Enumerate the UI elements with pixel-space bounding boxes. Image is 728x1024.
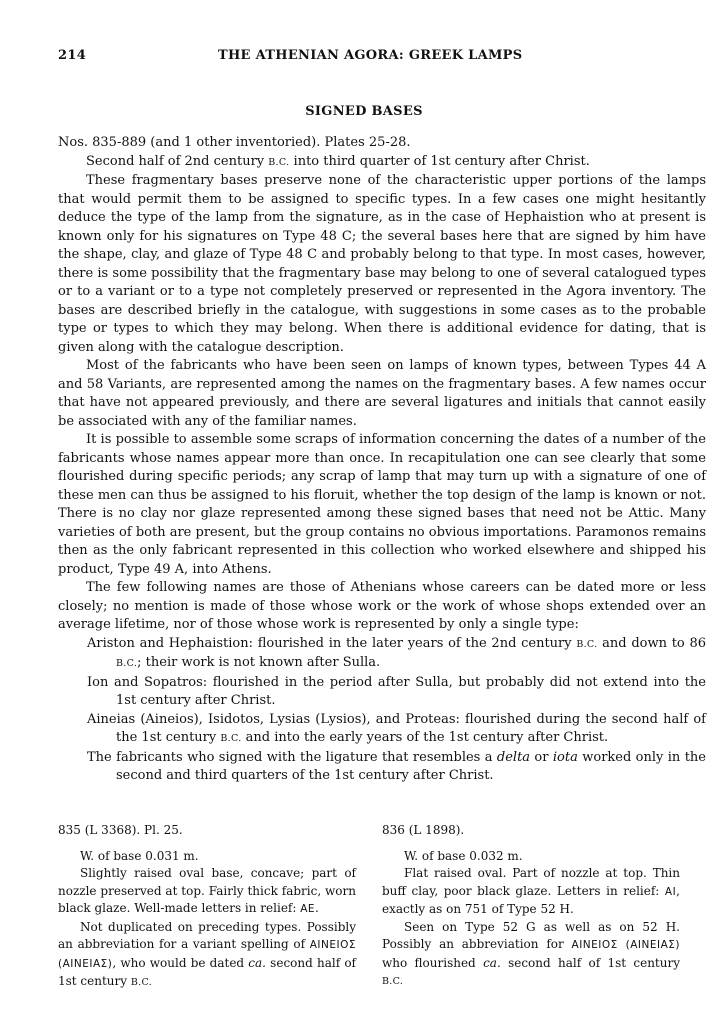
- paragraph: These fragmentary bases preserve none of the characteristic upper portions of the lamps that would permit them to be assigned to specific types. In a few cases one might hesitantly deduce the type of the lamp from the signature, as in the case of Hephaistion who at present is known only for his signatures on Type 48 C; the several bases here that are signed by him have the shape, clay, and glaze of Type 48 C and probably belong to that type. In most cases, however, there is some possibility that the fragmentary base may belong to one of several catalogued types or to a variant or to a type not completely preserved or represented in the Agora inventory. The bases are described briefly in the catalogue, with suggestions in some cases as to the probable type or types to which they may belong. When there is additional evidence for dating, that is given along with the catalogue description.: [58, 173, 706, 355]
- list-item: Ion and Sopatros: flourished in the period after Sulla, but probably did not extend into the 1st century after Christ.: [87, 674, 706, 708]
- paragraph: Most of the fabricants who have been seen on lamps of known types, between Types 44 A and 58 Variants, are represented among the names on the fragmentary bases. A few names occur that have not appeared previously, and there are several ligatures and initials that cannot easily be associated with any of the familiar names.: [58, 358, 706, 429]
- catalogue-entry: [382, 822, 680, 991]
- running-header: [58, 48, 700, 68]
- entry-heading: 835 (L 3368). Pl. 25.: [58, 823, 183, 837]
- catalogue-entry: [58, 822, 356, 992]
- running-title: THE ATHENIAN AGORA: GREEK LAMPS: [218, 48, 523, 63]
- page-number: 214: [58, 48, 87, 63]
- list-item: The fabricants who signed with the ligature that resembles a delta or iota worked only in the second and third quarters of the 1st century after Christ.: [87, 749, 706, 783]
- section-title: SIGNED BASES: [305, 104, 423, 119]
- entry-measure: W. of base 0.031 m.: [80, 848, 199, 863]
- paragraph: The few following names are those of Athenians whose careers can be dated more or less closely; no mention is made of those whose work or the work of whose shops extended over an average lifetime, nor of those whose work is represented by only a single type:: [58, 580, 706, 632]
- paragraph: It is possible to assemble some scraps of information concerning the dates of a number of the fabricants whose names appear more than once. In recapitulation one can see clearly that some flourished during specific periods; any scrap of lamp that may turn up with a signature of one of these men can thus be assigned to his floruit, whether the top design of the lamp is known or not. There is no clay nor glaze represented among these signed bases that need not be Attic. Many varieties of both are present, but the group contains no obvious importations. Paramonos remains then as the only fabricant represented in this collection who worked elsewhere and shipped his product, Type 49 A, into Athens.: [58, 432, 706, 577]
- entry-description: Flat raised oval. Part of nozzle at top. Thin buff clay, poor black glaze. Letters in relief: ΑΙ, exactly as on 751 of Type 52 H.: [382, 866, 680, 916]
- entry-note: Not duplicated on preceding types. Possibly an abbreviation for a variant spelling of ΑΙΝΕΙΟΣ (ΑΙΝΕΙΑΣ), who would be dated ca. second half of 1st century B.C.: [58, 919, 356, 988]
- list-item: Aineias (Aineios), Isidotos, Lysias (Lysios), and Proteas: flourished during the second half of the 1st century B.C. and into the early years of the 1st century after Christ.: [87, 711, 706, 745]
- list-item: Ariston and Hephaistion: flourished in the later years of the 2nd century B.C. and down to 86 B.C.; their work is not known after Sulla.: [87, 635, 706, 670]
- entry-description: Slightly raised oval base, concave; part of nozzle preserved at top. Fairly thick fabric, worn black glaze. Well-made letters in relief: ΑΕ.: [58, 866, 356, 915]
- date-line: Second half of 2nd century B.C. into third quarter of 1st century after Christ.: [86, 153, 590, 169]
- entry-heading: 836 (L 1898).: [382, 823, 465, 837]
- intro-text: [58, 134, 706, 786]
- entry-measure: W. of base 0.032 m.: [404, 848, 523, 863]
- nos-line: Nos. 835-889 (and 1 other inventoried). Plates 25-28.: [58, 135, 411, 150]
- entry-note: Seen on Type 52 G as well as on 52 H. Possibly an abbreviation for ΑΙΝΕΙΟΣ (ΑΙΝΕΙΑΣ) who flourished ca. second half of 1st century B.C.: [382, 919, 681, 987]
